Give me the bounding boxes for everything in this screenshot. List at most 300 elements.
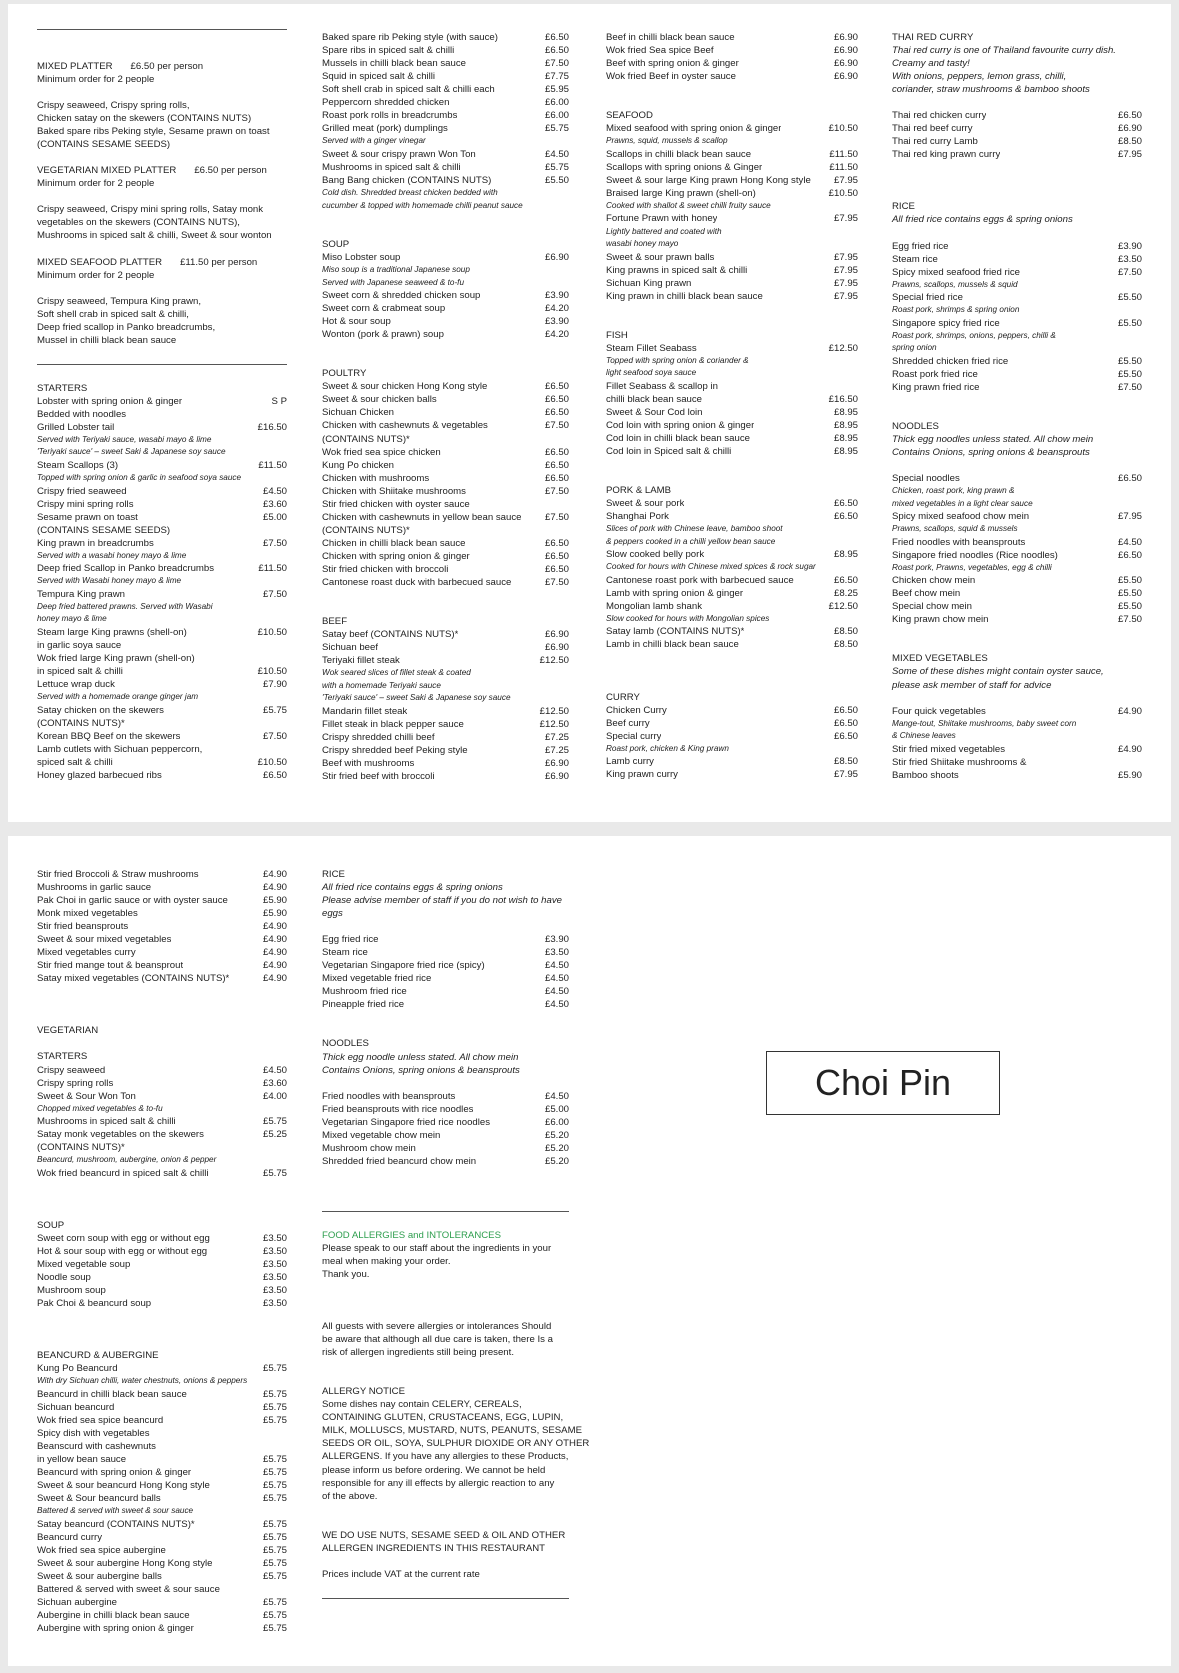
section-note: All fried rice contains eggs & spring onions xyxy=(892,214,1073,226)
menu-item xyxy=(606,342,858,355)
spacer xyxy=(322,1077,569,1090)
item-price: £4.50 xyxy=(544,986,569,998)
section-note: With onions, peppers, lemon grass, chilli, xyxy=(892,71,1067,83)
item-price: £6.00 xyxy=(544,1116,569,1128)
menu-item xyxy=(606,755,858,768)
item-name: Korean BBQ Beef on the skewers xyxy=(37,730,181,742)
item-price: £5.75 xyxy=(262,1623,287,1635)
menu-item xyxy=(606,625,858,638)
item-name: Lobster with spring onion & ginger xyxy=(37,395,183,407)
item-name: Baked spare rib Peking style (with sauce) xyxy=(322,32,498,43)
menu-text: NOODLES xyxy=(892,420,939,432)
menu-item xyxy=(322,1129,569,1142)
item-price: £8.95 xyxy=(833,406,858,418)
menu-text: NOODLES xyxy=(322,1038,369,1050)
item-price: £7.95 xyxy=(1117,511,1142,523)
item-price: £7.50 xyxy=(1117,266,1142,278)
spacer xyxy=(322,225,569,238)
item-name: Satay beef (CONTAINS NUTS)* xyxy=(322,629,459,641)
item-description: Cold dish. Shredded breast chicken bedded with xyxy=(322,188,498,198)
item-name: Chicken in chilli black bean sauce xyxy=(322,537,466,549)
menu-item xyxy=(322,174,569,187)
spacer xyxy=(606,471,858,484)
item-price: £12.50 xyxy=(539,705,569,717)
menu-text: PORK & LAMB xyxy=(606,485,672,497)
item-price: £6.50 xyxy=(833,717,858,729)
item-price: £4.50 xyxy=(544,973,569,985)
item-price: £5.75 xyxy=(262,1570,287,1582)
item-price: £4.90 xyxy=(1117,743,1142,755)
item-description: Miso soup is a traditional Japanese soup xyxy=(322,265,470,275)
item-price: S P xyxy=(271,395,287,407)
menu-item xyxy=(322,654,569,667)
spacer xyxy=(322,212,569,225)
item-price: £5.50 xyxy=(1117,355,1142,367)
item-price: £7.95 xyxy=(833,174,858,186)
item-price: £7.95 xyxy=(833,264,858,276)
menu-column xyxy=(322,31,569,783)
item-name: Sweet corn soup with egg or without egg xyxy=(37,1232,210,1244)
menu-item xyxy=(37,1297,287,1310)
item-price: £7.50 xyxy=(1117,381,1142,393)
item-name: Mushrooms in spiced salt & chilli xyxy=(322,161,461,173)
item-description: Served with Japanese seaweed & to-fu xyxy=(322,277,465,287)
item-name: Spicy mixed seafood fried rice xyxy=(892,266,1020,278)
menu-text: SEEDS OR OIL, SOYA, SULPHUR DIOXIDE OR ANY OTHER xyxy=(322,1438,590,1450)
spacer xyxy=(37,1206,287,1219)
item-price: £5.75 xyxy=(262,1480,287,1492)
menu-item xyxy=(322,109,569,122)
menu-text: Minimum order for 2 people xyxy=(37,74,155,86)
item-name: Chicken with cashewnuts & vegetables xyxy=(322,420,488,432)
item-name: Wok fried Sea spice Beef xyxy=(606,45,714,57)
item-name: Egg fried rice xyxy=(892,240,949,252)
menu-item xyxy=(322,563,569,576)
section-note: Thai red curry is one of Thailand favourite curry dish. xyxy=(892,45,1116,57)
item-name: Braised large King prawn (shell-on) xyxy=(606,187,756,199)
menu-item xyxy=(322,393,569,406)
item-price: £3.50 xyxy=(262,1258,287,1270)
item-price: £4.20 xyxy=(544,303,569,315)
menu-item xyxy=(322,946,569,959)
item-description: Slow cooked for hours with Mongolian spices xyxy=(606,613,770,623)
item-price: £4.90 xyxy=(262,921,287,933)
menu-item xyxy=(322,70,569,83)
item-price: £5.75 xyxy=(262,1544,287,1556)
item-price: £6.50 xyxy=(544,537,569,549)
spacer xyxy=(892,96,1142,109)
item-price: £5.75 xyxy=(262,1363,287,1375)
section-note: Contains Onions, spring onions & beansprouts xyxy=(892,446,1090,458)
item-price: £6.50 xyxy=(544,472,569,484)
item-price: £5.20 xyxy=(544,1155,569,1167)
item-price: £6.50 xyxy=(544,459,569,471)
menu-text: CURRY xyxy=(606,691,640,703)
spacer xyxy=(322,602,569,615)
section-note: Thick egg noodle unless stated. All chow mein xyxy=(322,1051,519,1063)
item-name: Beef curry xyxy=(606,717,650,729)
menu-item xyxy=(37,498,287,511)
divider xyxy=(322,1598,569,1599)
item-name: Singapore spicy fried rice xyxy=(892,317,1000,329)
menu-text: Chicken satay on the skewers (CONTAINS NUTS) xyxy=(37,113,252,125)
menu-item xyxy=(606,44,858,57)
item-price: £5.75 xyxy=(544,161,569,173)
item-name: Kung Po chicken xyxy=(322,459,394,471)
item-description: Topped with spring onion & garlic in seafood soya sauce xyxy=(37,473,242,483)
menu-text: SEAFOOD xyxy=(606,110,653,122)
item-price: £6.00 xyxy=(544,97,569,109)
menu-item xyxy=(322,485,569,498)
item-name: Bang Bang chicken (CONTAINS NUTS) xyxy=(322,174,492,186)
item-description: spring onion xyxy=(892,343,937,353)
item-price: £7.50 xyxy=(262,730,287,742)
item-price: £7.50 xyxy=(544,485,569,497)
menu-item xyxy=(606,277,858,290)
item-name: Hot & sour soup xyxy=(322,316,391,328)
menu-item xyxy=(322,380,569,393)
item-price: £6.50 xyxy=(544,407,569,419)
spacer xyxy=(892,407,1142,420)
menu-item xyxy=(606,393,858,406)
item-price: £8.50 xyxy=(833,626,858,638)
menu-item xyxy=(322,537,569,550)
item-name: Bamboo shoots xyxy=(892,769,959,781)
item-price: £6.50 xyxy=(833,511,858,523)
menu-item xyxy=(37,537,287,550)
item-description: Deep fried battered prawns. Served with Wasabi xyxy=(37,601,213,611)
item-description: Prawns, squid, mussels & scallop xyxy=(606,136,728,146)
item-price: £16.50 xyxy=(828,393,858,405)
item-description: Topped with spring onion & coriander & xyxy=(606,355,749,365)
item-price: £6.90 xyxy=(833,58,858,70)
item-price: £3.50 xyxy=(262,1232,287,1244)
item-name: Hot & sour soup with egg or without egg xyxy=(37,1245,208,1257)
item-name: Sweet corn & crabmeat soup xyxy=(322,303,446,315)
item-price: £6.90 xyxy=(544,252,569,264)
item-name: Roast pork fried rice xyxy=(892,368,978,380)
menu-text: (CONTAINS NUTS)* xyxy=(37,717,125,729)
menu-item xyxy=(37,730,287,743)
item-name: Sichuan beancurd xyxy=(37,1401,115,1413)
menu-column xyxy=(892,31,1142,782)
item-name: Special chow mein xyxy=(892,601,972,613)
spacer xyxy=(37,1011,287,1024)
item-name: Pineapple fried rice xyxy=(322,999,405,1011)
item-price: £5.75 xyxy=(262,1414,287,1426)
item-price: £12.50 xyxy=(539,718,569,730)
item-price: £6.90 xyxy=(544,642,569,654)
item-name: Sweet & Sour beancurd balls xyxy=(37,1493,161,1505)
item-price: £3.50 xyxy=(262,1272,287,1284)
menu-text: Deep fried scallop in Panko breadcrumbs, xyxy=(37,321,216,333)
menu-item xyxy=(37,395,287,408)
item-price: £3.50 xyxy=(262,1298,287,1310)
menu-item xyxy=(322,289,569,302)
item-name: Grilled Lobster tail xyxy=(37,421,115,433)
item-name: Thai red beef curry xyxy=(892,123,973,135)
item-name: Spicy mixed seafood chow mein xyxy=(892,511,1030,523)
menu-text: Crispy seaweed, Crispy mini spring rolls, Satay monk xyxy=(37,204,264,216)
item-description: Cooked for hours with Chinese mixed spices & rock sugar xyxy=(606,562,816,572)
spacer xyxy=(892,394,1142,407)
section-note: Contains Onions, spring onions & beansprouts xyxy=(322,1064,520,1076)
menu-item xyxy=(892,135,1142,148)
item-description: light seafood soya sauce xyxy=(606,368,697,378)
menu-text: be aware that although all due care is taken, there Is a xyxy=(322,1334,553,1346)
menu-item xyxy=(606,704,858,717)
spacer xyxy=(322,1359,569,1372)
menu-item xyxy=(892,122,1142,135)
menu-item xyxy=(37,920,287,933)
menu-item xyxy=(37,1167,287,1180)
item-name: Honey glazed barbecued ribs xyxy=(37,769,162,781)
item-name: Stir fried beansprouts xyxy=(37,921,129,933)
menu-item xyxy=(606,548,858,561)
item-price: £7.95 xyxy=(833,277,858,289)
item-name: Mushrooms in spiced salt & chilli xyxy=(37,1116,176,1128)
item-name: Sesame prawn on toast xyxy=(37,511,138,523)
item-description: 'Teriyaki sauce' – sweet Saki & Japanese soy sauce xyxy=(37,447,226,457)
item-name: Special fried rice xyxy=(892,292,963,304)
item-name: Crispy seaweed xyxy=(37,1064,106,1076)
item-name: Sweet & Sour Cod loin xyxy=(606,406,703,418)
item-name: Steam large King prawns (shell-on) xyxy=(37,626,187,638)
menu-item xyxy=(322,959,569,972)
platter-heading xyxy=(37,164,287,177)
item-name: Steam Fillet Seabass xyxy=(606,342,697,354)
item-price: £7.90 xyxy=(262,679,287,691)
item-name: Lamb with spring onion & ginger xyxy=(606,587,744,599)
menu-item xyxy=(606,187,858,200)
item-price: £7.50 xyxy=(544,577,569,589)
item-name: Crispy shredded beef Peking style xyxy=(322,744,468,756)
spacer xyxy=(37,1037,287,1050)
item-description: Chicken, roast pork, king prawn & xyxy=(892,486,1015,496)
menu-item xyxy=(322,972,569,985)
item-name: Wok fried sea spice aubergine xyxy=(37,1544,166,1556)
menu-text: responsible for any ill effects by allergic reaction to any xyxy=(322,1477,555,1489)
item-price: £6.50 per person xyxy=(194,165,267,177)
menu-item xyxy=(322,31,569,44)
item-price: £5.50 xyxy=(1117,601,1142,613)
menu-item xyxy=(322,459,569,472)
item-name: Crispy fried seaweed xyxy=(37,485,127,497)
menu-text: (CONTAINS NUTS)* xyxy=(322,524,410,536)
item-description: Cooked with shallot & sweet chilli fruity sauce xyxy=(606,200,771,210)
spacer xyxy=(606,316,858,329)
item-price: £7.50 xyxy=(544,511,569,523)
item-description: wasabi honey mayo xyxy=(606,239,679,249)
item-name: Sichuan King prawn xyxy=(606,277,692,289)
item-name: Deep fried Scallop in Panko breadcrumbs xyxy=(37,563,215,575)
menu-item xyxy=(322,731,569,744)
spacer xyxy=(37,1323,287,1336)
menu-item xyxy=(322,96,569,109)
item-name: Satay monk vegetables on the skewers xyxy=(37,1129,204,1141)
item-name: Stir fried mange tout & beansprout xyxy=(37,960,184,972)
menu-column xyxy=(606,31,858,781)
menu-item xyxy=(892,472,1142,485)
item-price: £5.50 xyxy=(1117,588,1142,600)
item-description: mixed vegetables in a light clear sauce xyxy=(892,498,1033,508)
spacer xyxy=(37,282,287,295)
item-price: £6.50 xyxy=(544,32,569,43)
menu-item xyxy=(37,1622,287,1635)
spacer xyxy=(606,96,858,109)
item-name: in spiced salt & chilli xyxy=(37,666,123,677)
item-name: Vegetarian Singapore fried rice noodles xyxy=(322,1116,491,1128)
spacer xyxy=(322,1011,569,1024)
item-name: Sweet & sour large King prawn Hong Kong style xyxy=(606,174,811,186)
item-price: £8.95 xyxy=(833,549,858,561)
spacer xyxy=(322,1307,569,1320)
item-name: Roast pork rolls in breadcrumbs xyxy=(322,110,458,122)
item-price: £6.50 xyxy=(833,704,858,716)
item-price: £3.90 xyxy=(544,934,569,946)
menu-item xyxy=(37,1453,287,1466)
menu-column xyxy=(322,868,590,1603)
item-name: Fried noodles with beansprouts xyxy=(322,1090,456,1102)
item-price: £3.60 xyxy=(262,498,287,510)
platter-heading xyxy=(37,256,287,269)
menu-item xyxy=(322,57,569,70)
menu-item xyxy=(322,985,569,998)
menu-item xyxy=(37,881,287,894)
menu-item xyxy=(37,1388,287,1401)
menu-item xyxy=(37,1531,287,1544)
item-price: £6.50 xyxy=(833,730,858,742)
menu-text: Thank you. xyxy=(322,1269,370,1281)
menu-text: Please speak to our staff about the ingredients in your xyxy=(322,1242,552,1254)
menu-item xyxy=(322,328,569,341)
item-name: Mussels in chilli black bean sauce xyxy=(322,58,466,70)
item-name: Beancurd curry xyxy=(37,1531,103,1543)
menu-item xyxy=(892,587,1142,600)
menu-item xyxy=(606,148,858,161)
item-name: Pak Choi & beancurd soup xyxy=(37,1298,152,1310)
item-name: Fried beansprouts with rice noodles xyxy=(322,1103,474,1115)
item-name: Mushroom soup xyxy=(37,1285,106,1297)
item-price: £3.50 xyxy=(544,947,569,959)
menu-item xyxy=(892,510,1142,523)
item-name: Beancurd with spring onion & ginger xyxy=(37,1467,192,1479)
item-name: Sweet & sour beancurd Hong Kong style xyxy=(37,1480,210,1492)
menu-item xyxy=(322,406,569,419)
section-note: coriander, straw mushrooms & bamboo shoots xyxy=(892,84,1090,96)
item-price: £3.90 xyxy=(1117,240,1142,252)
item-name: Aubergine in chilli black bean sauce xyxy=(37,1610,190,1622)
item-name: Crispy spring rolls xyxy=(37,1077,114,1089)
item-name: Lamb curry xyxy=(606,756,654,768)
item-description: Mange-tout, Shiitake mushrooms, baby sweet corn xyxy=(892,718,1077,728)
menu-item xyxy=(606,122,858,135)
menu-text: FISH xyxy=(606,329,628,341)
menu-item xyxy=(37,933,287,946)
menu-item xyxy=(37,1232,287,1245)
item-price: £4.90 xyxy=(262,934,287,946)
menu-text: MIXED VEGETABLES xyxy=(892,653,988,665)
item-name: Beef in chilli black bean sauce xyxy=(606,32,735,43)
menu-item xyxy=(37,626,287,639)
item-price: £5.95 xyxy=(544,84,569,96)
item-description: Roast pork, Prawns, vegetables, egg & chilli xyxy=(892,562,1052,572)
item-price: £5.50 xyxy=(1117,575,1142,587)
menu-item xyxy=(37,756,287,769)
menu-item xyxy=(322,44,569,57)
item-name: Miso Lobster soup xyxy=(322,252,401,264)
item-price: £5.75 xyxy=(262,1467,287,1479)
item-name: in yellow bean sauce xyxy=(37,1454,127,1465)
item-price: £5.75 xyxy=(262,1610,287,1622)
menu-item xyxy=(37,1362,287,1375)
item-name: Chicken with spring onion & ginger xyxy=(322,550,470,562)
item-price: £6.50 xyxy=(544,45,569,57)
divider xyxy=(322,1211,569,1212)
item-name: Thai red king prawn curry xyxy=(892,149,1001,161)
spacer xyxy=(322,341,569,354)
menu-item xyxy=(606,31,858,44)
item-name: Satay mixed vegetables (CONTAINS NUTS)* xyxy=(37,973,230,985)
item-price: £5.75 xyxy=(262,1557,287,1569)
menu-text: meal when making your order. xyxy=(322,1255,451,1267)
item-description: Served with Teriyaki sauce, wasabi mayo & lime xyxy=(37,434,212,444)
item-name: Four quick vegetables xyxy=(892,705,986,717)
item-price: £5.20 xyxy=(544,1129,569,1141)
item-price: £4.20 xyxy=(544,329,569,341)
item-name: Sweet & sour chicken Hong Kong style xyxy=(322,381,488,393)
item-name: Soft shell crab in spiced salt & chilli each xyxy=(322,84,495,96)
item-price: £7.50 xyxy=(262,588,287,600)
item-price: £11.50 xyxy=(829,148,858,160)
item-name: Chicken with mushrooms xyxy=(322,472,430,484)
menu-item xyxy=(322,770,569,783)
item-price: £6.90 xyxy=(544,629,569,641)
spacer xyxy=(37,1180,287,1193)
item-name: Stir fried mixed vegetables xyxy=(892,743,1006,755)
item-name: Wok fried sea spice beancurd xyxy=(37,1414,164,1426)
item-name: Spare ribs in spiced salt & chilli xyxy=(322,45,455,57)
item-name: Sweet & sour crispy prawn Won Ton xyxy=(322,148,476,160)
menu-item xyxy=(37,894,287,907)
item-description: Served with a ginger vinegar xyxy=(322,136,426,146)
menu-text: please inform us before ordering. We cannot be held xyxy=(322,1464,546,1476)
menu-text: CONTAINING GLUTEN, CRUSTACEANS, EGG, LUPIN, xyxy=(322,1412,564,1424)
menu-text: (CONTAINS NUTS)* xyxy=(37,1142,125,1154)
spacer xyxy=(606,458,858,471)
item-description: Lightly battered and coated with xyxy=(606,226,722,236)
menu-item xyxy=(892,549,1142,562)
item-name: Mixed vegetable fried rice xyxy=(322,973,432,985)
menu-item xyxy=(606,251,858,264)
item-price: £6.50 xyxy=(544,550,569,562)
item-price: £5.50 xyxy=(1117,317,1142,329)
item-price: £6.50 xyxy=(833,498,858,510)
item-name: Shredded fried beancurd chow mein xyxy=(322,1155,477,1167)
item-name: Shredded chicken fried rice xyxy=(892,355,1009,367)
menu-text: Stir fried Shiitake mushrooms & xyxy=(892,756,1027,768)
spacer xyxy=(606,83,858,96)
item-price: £7.25 xyxy=(544,731,569,743)
item-price: £7.95 xyxy=(833,290,858,302)
item-name: Mushroom chow mein xyxy=(322,1142,416,1154)
section-note: Thick egg noodles unless stated. All chow mein xyxy=(892,433,1094,445)
menu-item xyxy=(606,212,858,225)
menu-item xyxy=(892,109,1142,122)
item-name: Stir fried chicken with broccoli xyxy=(322,564,449,575)
menu-text: MILK, MOLLUSCS, MUSTARD, NUTS, PEANUTS, SESAME xyxy=(322,1425,582,1437)
item-name: Cod loin in chilli black bean sauce xyxy=(606,432,750,444)
